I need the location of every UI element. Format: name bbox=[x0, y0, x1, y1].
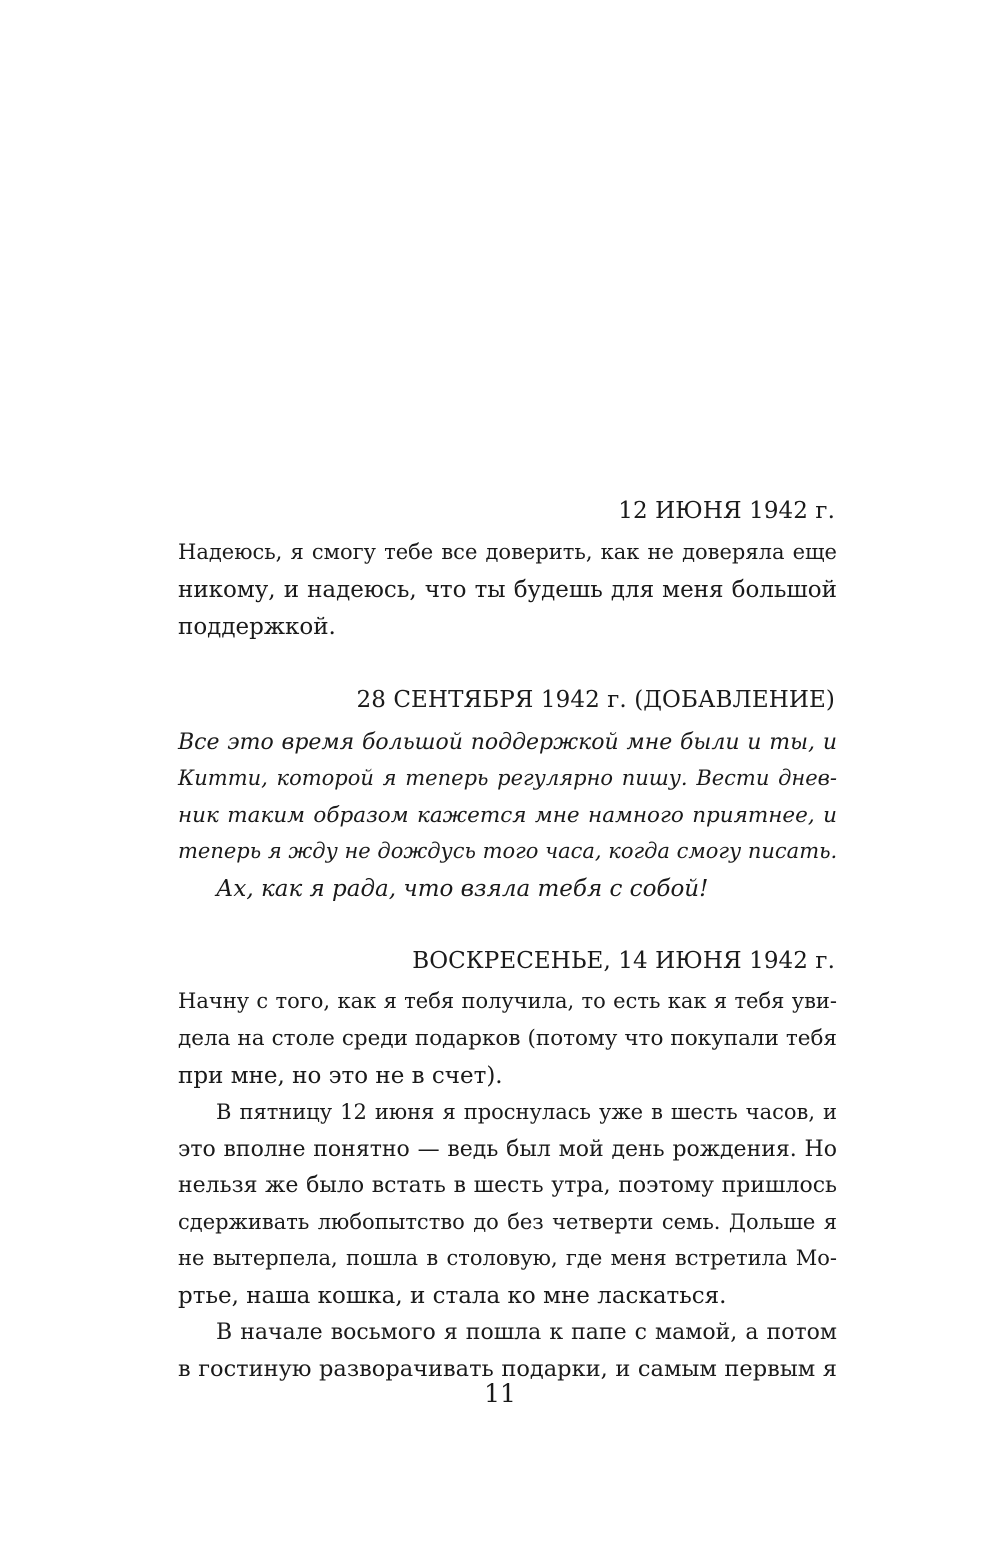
text-line: Начну с того, как я тебя получила, то есть как я тебя уви- bbox=[178, 989, 837, 1013]
text-line: никому, и надеюсь, что ты будешь для меня большой bbox=[178, 577, 837, 603]
page-number: 11 bbox=[484, 1379, 516, 1408]
text-line: при мне, но это не в счет). bbox=[178, 1063, 503, 1089]
text-line: сдерживать любопытство до без четверти семь. Дольше я bbox=[178, 1210, 837, 1234]
entry-heading: 28 СЕНТЯБРЯ 1942 г. (ДОБАВЛЕНИЕ) bbox=[356, 687, 835, 713]
entry-heading: 12 ИЮНЯ 1942 г. bbox=[618, 498, 835, 524]
text-line: Ах, как я рада, что взяла тебя с собой! bbox=[216, 876, 709, 902]
text-line: ртье, наша кошка, и стала ко мне ласкаться. bbox=[178, 1283, 727, 1309]
text-line: нельзя же было встать в шесть утра, поэтому пришлось bbox=[178, 1173, 837, 1198]
text-line: В пятницу 12 июня я проснулась уже в шесть часов, и bbox=[216, 1100, 837, 1124]
entry-heading: ВОСКРЕСЕНЬЕ, 14 ИЮНЯ 1942 г. bbox=[412, 948, 835, 974]
text-line: дела на столе среди подарков (потому что покупали тебя bbox=[178, 1026, 837, 1051]
text-line: это вполне понятно — ведь был мой день рождения. Но bbox=[178, 1137, 837, 1162]
text-line: В начале восьмого я пошла к папе с мамой, а потом bbox=[216, 1320, 837, 1345]
text-line: Китти, которой я теперь регулярно пишу. Вести днев- bbox=[178, 766, 837, 790]
text-line: поддержкой. bbox=[178, 614, 336, 640]
text-line: не вытерпела, пошла в столовую, где меня встретила Мо- bbox=[178, 1246, 837, 1270]
text-line: Все это время большой поддержкой мне были и ты, и bbox=[178, 730, 837, 755]
text-line: Надеюсь, я смогу тебе все доверить, как не доверяла еще bbox=[178, 540, 837, 564]
text-line: в гостиную разворачивать подарки, и самым первым я bbox=[178, 1356, 837, 1382]
text-line: теперь я жду не дождусь того часа, когда смогу писать. bbox=[178, 839, 838, 863]
text-line: ник таким образом кажется мне намного приятнее, и bbox=[178, 803, 837, 828]
